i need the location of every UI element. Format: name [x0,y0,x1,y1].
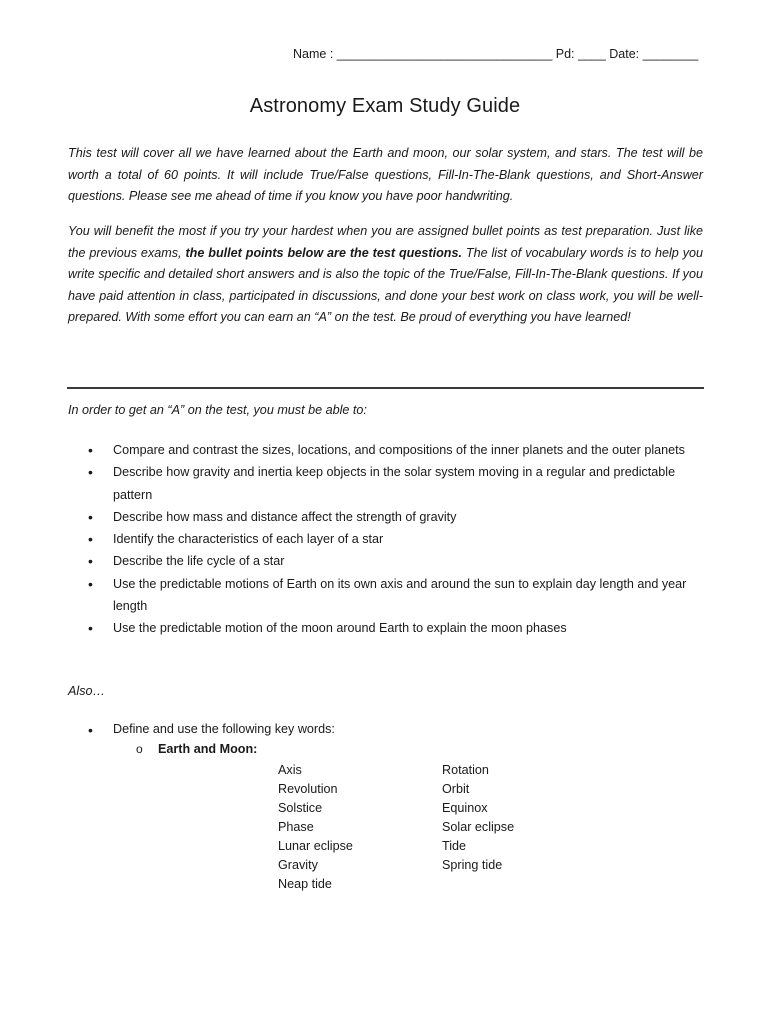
goal-item: • Identify the characteristics of each layer of a star [67,528,707,550]
goal-item: • Use the predictable motions of Earth on its own axis and around the sun to explain day length and year length [67,573,707,618]
goals-intro: In order to get an “A” on the test, you must be able to: [68,403,367,417]
name-pd-date-line: Name : _______________________________ Pd: ____ Date: ________ [293,47,699,61]
vocab-column-left [278,761,353,894]
earth-moon-subheading [136,742,257,756]
vocab-word: Lunar eclipse [278,839,353,853]
vocab-word: Equinox [442,801,488,815]
define-key-words-item [67,722,335,736]
preparation-text-end: The list of vocabulary words is to help you write specific and detailed short answers and is also the topic of the True/False, Fill-In-The-Blank questions. If you have paid attention in class, participated in discussions, and done your best work on class work, you will be well-prepared. With some effort you can earn an “A” on the test. Be proud of everything you have learned! [68,245,704,325]
vocab-word: Orbit [442,782,470,796]
goals-list [67,439,707,640]
circle-bullet-icon: o [136,742,143,756]
horizontal-divider [67,387,704,389]
vocab-word: Rotation [442,763,489,777]
goal-item: • Describe how gravity and inertia keep objects in the solar system moving in a regular and predictable pattern [67,461,707,506]
vocab-word: Solstice [278,801,323,815]
vocab-word: Axis [278,763,302,777]
bullet-icon: • [88,722,93,738]
goal-item: • Use the predictable motion of the moon around Earth to explain the moon phases [67,617,707,639]
vocab-word: Gravity [278,858,318,872]
vocab-word: Neap tide [278,877,332,891]
page-title: Astronomy Exam Study Guide [249,95,521,117]
vocab-column-right [442,761,514,875]
goal-item: • Compare and contrast the sizes, locations, and compositions of the inner planets and the outer planets [67,439,707,461]
earth-moon-label: Earth and Moon: [158,742,258,756]
intro-paragraph: This test will cover all we have learned about the Earth and moon, our solar system, and stars. The test will be worth a total of 60 points. It will include True/False questions, Fill-In-The-Blank questions, and Short-Answer questions. Please see me ahead of time if you know you have poor handwriting. [68,146,703,204]
preparation-paragraph [68,221,703,329]
goal-item: • Describe the life cycle of a star [67,550,707,572]
define-key-words-text: Define and use the following key words: [113,722,335,736]
preparation-text-start: You will benefit the most if you try your hardest when you are assigned bullet points as test preparation. Just like the previous exams, [68,224,703,260]
vocab-word: Spring tide [442,858,503,872]
vocab-word: Revolution [278,782,338,796]
preparation-text-bold: the bullet points below are the test questions. [185,245,462,260]
vocab-word: Solar eclipse [442,820,515,834]
vocab-word: Tide [442,839,467,853]
vocab-word: Phase [278,820,314,834]
goal-item: • Describe how mass and distance affect the strength of gravity [67,506,707,528]
also-label: Also… [68,684,106,698]
